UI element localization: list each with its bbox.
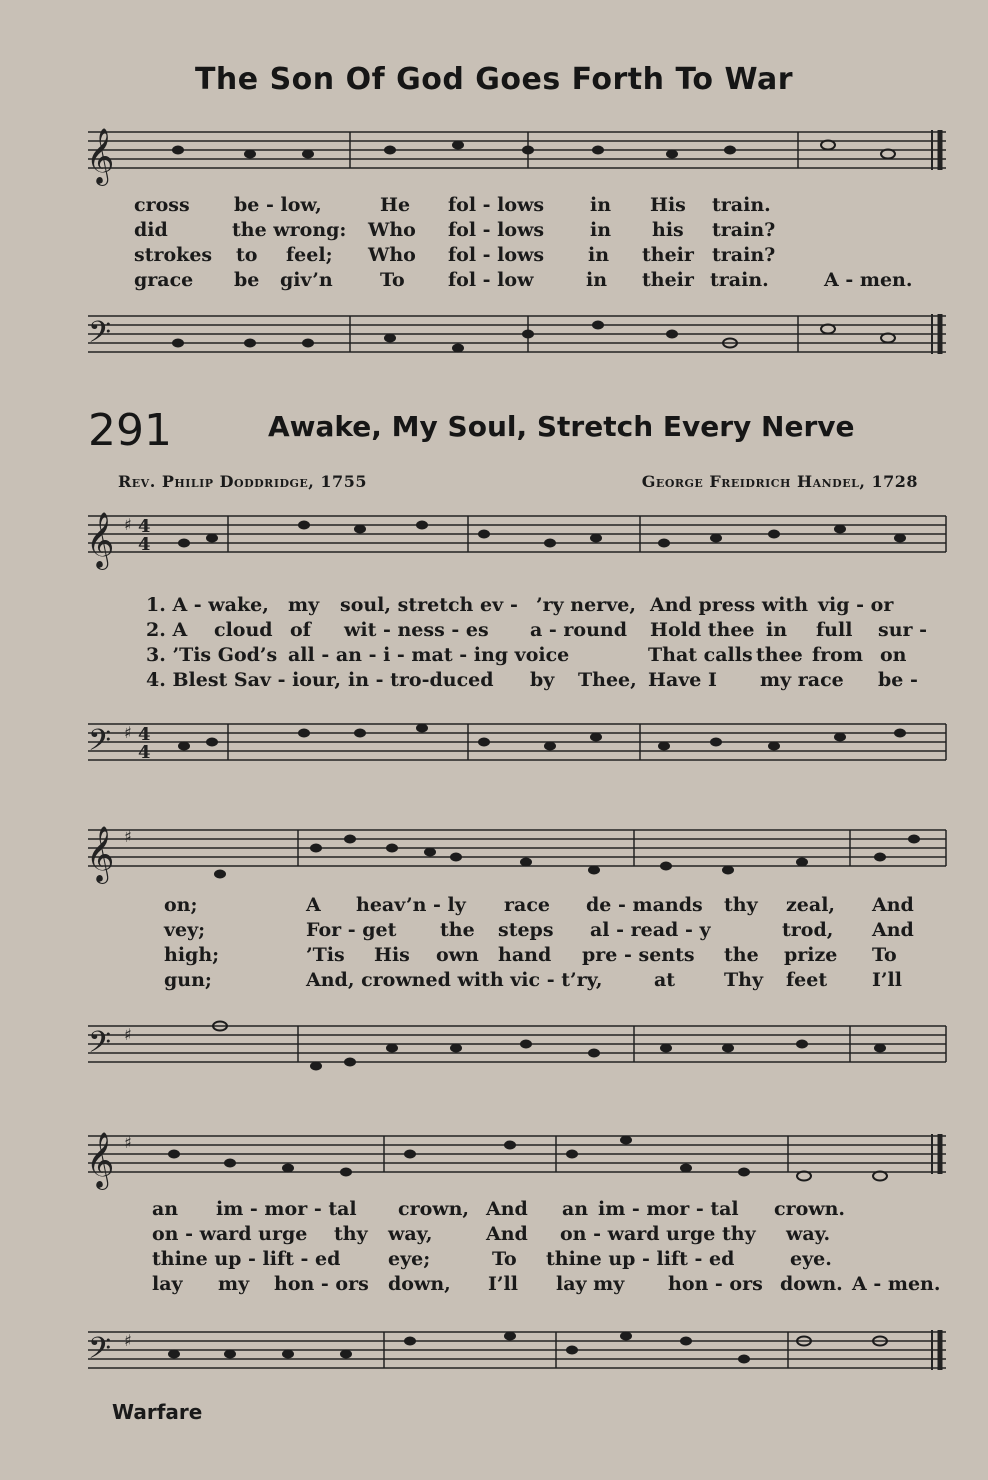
lyric: thee (756, 644, 803, 666)
lyric: soul, stretch ev (340, 594, 504, 616)
svg-text:♯: ♯ (124, 1331, 132, 1350)
section-footer: Warfare (112, 1400, 203, 1424)
lyric: And (486, 1198, 528, 1220)
lyric: full (816, 619, 853, 641)
svg-text:♯: ♯ (124, 827, 132, 846)
bass-staff-graphic (80, 296, 950, 376)
svg-text:♯: ♯ (124, 1025, 132, 1044)
lyric: by (530, 669, 555, 691)
bass-staff-graphic (80, 1314, 950, 1394)
lyric: And, crowned with vic - t’ry, (306, 969, 603, 991)
verse-2-line-2 (0, 919, 988, 945)
lyric: ’Tis (306, 944, 345, 966)
lyric: Who (368, 219, 416, 241)
treble-staff-graphic (80, 496, 950, 582)
lyric: giv’n (280, 269, 333, 291)
lyric: be - (878, 669, 918, 691)
lyric: im - mor - tal (598, 1198, 739, 1220)
author-credit: Rev. Philip Doddridge, 1755 (118, 472, 367, 491)
lyric: strokes (134, 244, 213, 266)
svg-text:𝄞: 𝄞 (86, 512, 115, 568)
lyric: To (492, 1248, 517, 1270)
lyric: To (872, 944, 897, 966)
verse-1-line-1 (0, 594, 988, 620)
lyric: I’ll (488, 1273, 518, 1295)
lyric: hand (498, 944, 552, 966)
svg-text:𝄢: 𝄢 (88, 316, 112, 357)
lyric: an (562, 1198, 589, 1220)
lyric: the (440, 919, 475, 941)
lyric: eye. (790, 1248, 832, 1270)
top-treble-staff (80, 112, 950, 192)
lyric: 1. A - wake, (146, 594, 269, 616)
lyric: be (234, 269, 260, 291)
lyric: fol - lows (448, 219, 545, 241)
svg-text:4: 4 (138, 534, 151, 555)
bass-staff-graphic (80, 1008, 950, 1088)
treble-staff-graphic (80, 812, 950, 894)
lyric: thine up - lift - ed (546, 1248, 735, 1270)
verse-4-line-2 (0, 969, 988, 995)
lyric: in (588, 244, 610, 266)
lyric: thy (334, 1223, 368, 1245)
lyric: at (654, 969, 676, 991)
lyric: race (504, 894, 550, 916)
lyric: feel; (286, 244, 333, 266)
lyric: Have I (648, 669, 717, 691)
lyric: high; (164, 944, 220, 966)
lyric: Who (368, 244, 416, 266)
lyric: hon - ors (668, 1273, 763, 1295)
lyric: fol - lows (448, 244, 545, 266)
system2-bass-staff (80, 1008, 950, 1088)
lyric: - (510, 594, 518, 616)
lyric: fol - lows (448, 194, 545, 216)
system3-treble-staff (80, 1118, 950, 1198)
lyric: im - mor - tal (216, 1198, 357, 1220)
lyric: pre - sents (582, 944, 695, 966)
treble-staff-graphic (80, 112, 950, 192)
lyric: steps (498, 919, 554, 941)
svg-text:♯: ♯ (124, 515, 132, 534)
svg-text:♯: ♯ (124, 723, 132, 742)
lyric: my (288, 594, 320, 616)
lyric: trod, (782, 919, 834, 941)
system1-bass-staff (80, 706, 950, 776)
lyric: prize (784, 944, 838, 966)
lyric: in (590, 219, 612, 241)
verse-1-line-2 (0, 894, 988, 920)
svg-text:𝄞: 𝄞 (86, 128, 115, 184)
lyric: thine up - lift - ed (152, 1248, 341, 1270)
hymn-title: Awake, My Soul, Stretch Every Nerve (268, 410, 855, 443)
lyric: lay my (556, 1273, 625, 1295)
lyric: their (642, 269, 694, 291)
lyric: ’ry nerve, (536, 594, 636, 616)
lyric: way. (786, 1223, 831, 1245)
verse-3-line-1 (0, 644, 988, 670)
lyric: A - men. (852, 1273, 941, 1295)
verse-4-line-3 (0, 1273, 988, 1299)
lyric: And (872, 894, 914, 916)
svg-text:𝄢: 𝄢 (88, 724, 112, 765)
lyric: A - men. (824, 269, 913, 291)
lyric: my (218, 1273, 250, 1295)
lyric: be - low, (234, 194, 322, 216)
lyric: hon - ors (274, 1273, 369, 1295)
svg-text:4: 4 (138, 724, 151, 745)
svg-text:4: 4 (138, 516, 151, 537)
lyric: train. (710, 269, 769, 291)
lyric: 4. Blest Sav - iour, (146, 669, 342, 691)
lyric: down. (780, 1273, 843, 1295)
top-verse-1 (0, 194, 988, 220)
lyric: own (436, 944, 479, 966)
lyric: all - an - i - mat - ing voice (288, 644, 570, 666)
lyric: to (236, 244, 258, 266)
lyric: For - get (306, 919, 397, 941)
lyric: heav’n - ly (356, 894, 466, 916)
lyric: And (486, 1223, 528, 1245)
svg-text:♯: ♯ (124, 1133, 132, 1152)
lyric: lay (152, 1273, 183, 1295)
lyric: down, (388, 1273, 451, 1295)
lyric: on; (164, 894, 198, 916)
svg-text:𝄞: 𝄞 (86, 826, 115, 882)
lyric: thy (724, 894, 758, 916)
lyric: train? (712, 244, 776, 266)
lyric: his (652, 219, 684, 241)
lyric: on - ward urge thy (560, 1223, 756, 1245)
lyric: feet (786, 969, 828, 991)
composer-credit: George Freidrich Handel, 1728 (641, 472, 918, 491)
lyric: To (380, 269, 405, 291)
system1-treble-staff (80, 496, 950, 582)
lyric: on - ward urge (152, 1223, 308, 1245)
top-verse-4 (0, 269, 988, 295)
lyric: gun; (164, 969, 212, 991)
lyric: cloud (214, 619, 273, 641)
lyric: Thy (724, 969, 763, 991)
lyric: on (880, 644, 907, 666)
verse-1-line-3 (0, 1198, 988, 1224)
verse-3-line-3 (0, 1248, 988, 1274)
lyric: train? (712, 219, 776, 241)
top-hymn-title: The Son Of God Goes Forth To War (194, 62, 794, 97)
lyric: of (290, 619, 311, 641)
lyric: grace (134, 269, 194, 291)
top-bass-staff (80, 296, 950, 376)
lyric: their (642, 244, 694, 266)
svg-text:4: 4 (138, 742, 151, 763)
lyric: the (724, 944, 759, 966)
lyric: His (650, 194, 686, 216)
lyric: an (152, 1198, 179, 1220)
lyric: did (134, 219, 168, 241)
lyric: fol - low (448, 269, 534, 291)
lyric: in (590, 194, 612, 216)
lyric: That calls (648, 644, 753, 666)
verse-2-line-1 (0, 619, 988, 645)
lyric: 3. ’Tis God’s (146, 644, 278, 666)
lyric: wit - ness - es (344, 619, 489, 641)
lyric: al - read - y (590, 919, 711, 941)
lyric: His (374, 944, 410, 966)
top-verse-3 (0, 244, 988, 270)
bass-staff-graphic (80, 706, 950, 776)
system2-treble-staff (80, 812, 950, 894)
lyric: sur - (878, 619, 928, 641)
lyric: 2. A (146, 619, 188, 641)
lyric: the wrong: (232, 219, 347, 241)
lyric: And (872, 919, 914, 941)
svg-text:𝄢: 𝄢 (88, 1026, 112, 1067)
lyric: And press with (650, 594, 809, 616)
lyric: train. (712, 194, 771, 216)
lyric: from (812, 644, 863, 666)
verse-3-line-2 (0, 944, 988, 970)
lyric: way, (388, 1223, 433, 1245)
lyric: my race (760, 669, 844, 691)
treble-staff-graphic (80, 1118, 950, 1198)
lyric: He (380, 194, 411, 216)
lyric: Hold thee (650, 619, 755, 641)
lyric: a - round (530, 619, 628, 641)
lyric: zeal, (786, 894, 836, 916)
lyric: vig - or (818, 594, 894, 616)
lyric: A (306, 894, 321, 916)
top-verse-2 (0, 219, 988, 245)
svg-text:𝄢: 𝄢 (88, 1332, 112, 1373)
lyric: crown, (398, 1198, 470, 1220)
verse-2-line-3 (0, 1223, 988, 1249)
lyric: cross (134, 194, 190, 216)
lyric: in (586, 269, 608, 291)
lyric: crown. (774, 1198, 846, 1220)
lyric: de - mands (586, 894, 703, 916)
system3-bass-staff (80, 1314, 950, 1394)
verse-4-line-1 (0, 669, 988, 695)
hymn-number: 291 (88, 405, 172, 456)
lyric: I’ll (872, 969, 902, 991)
svg-text:𝄞: 𝄞 (86, 1132, 115, 1188)
lyric: Thee, (578, 669, 637, 691)
lyric: eye; (388, 1248, 431, 1270)
lyric: in (766, 619, 788, 641)
lyric: vey; (164, 919, 206, 941)
lyric: in - tro-duced (348, 669, 494, 691)
